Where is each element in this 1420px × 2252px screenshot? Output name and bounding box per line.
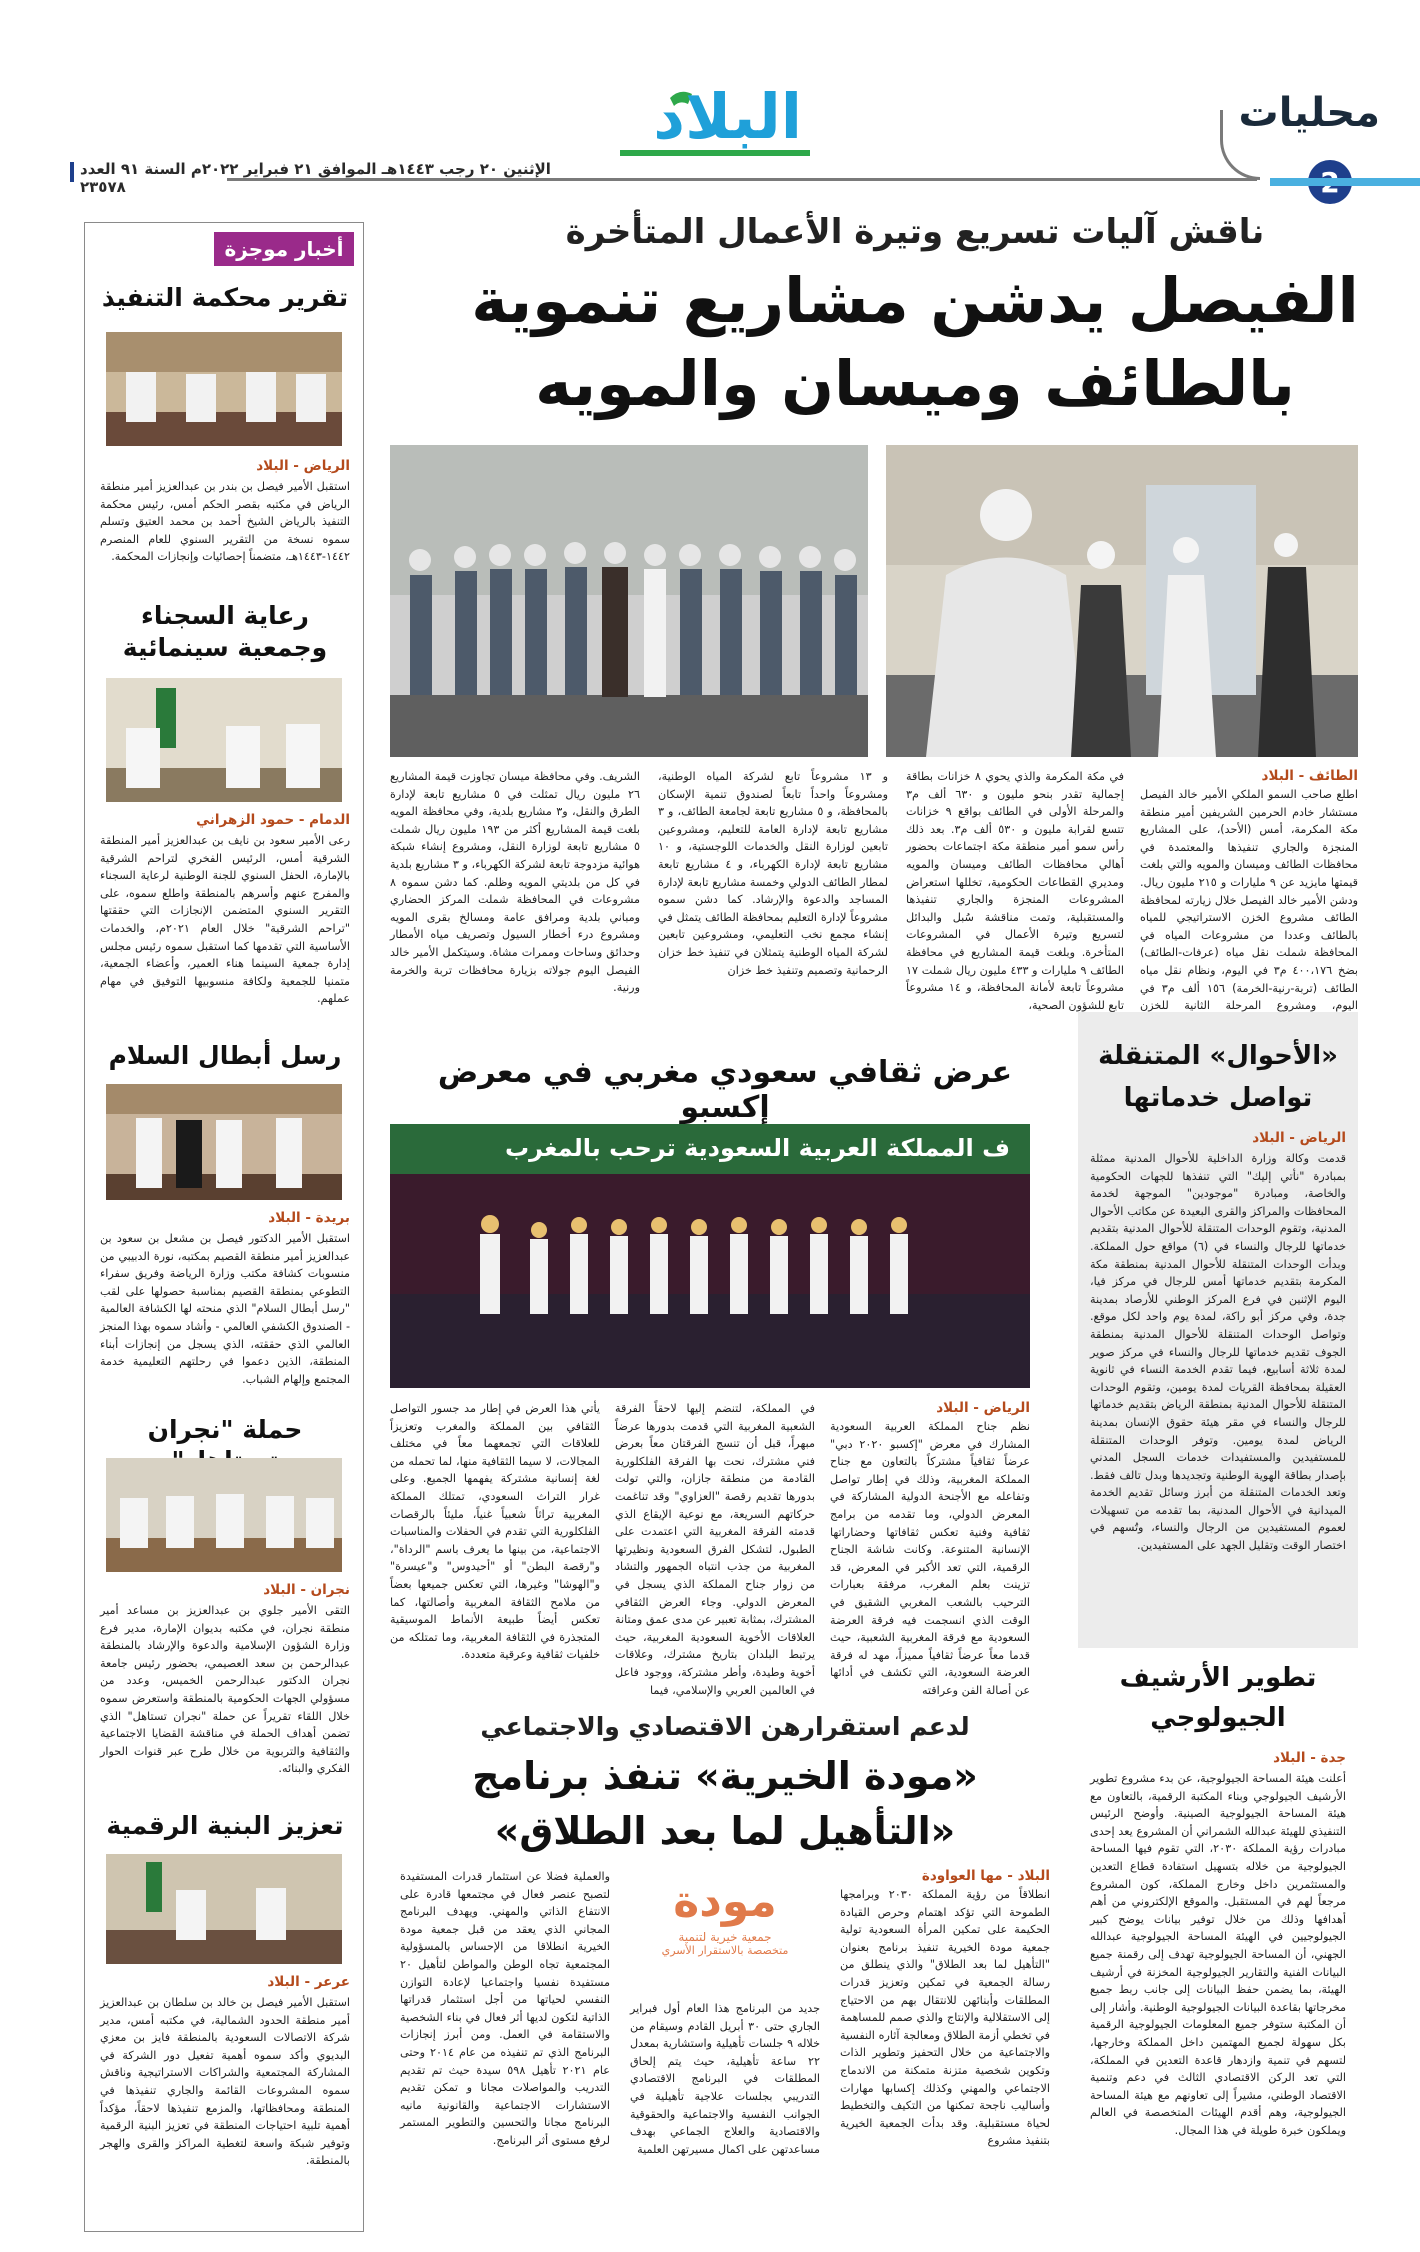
culture-headline: عرض ثقافي سعودي مغربي في معرض إكسبو (437, 1055, 1013, 1125)
section-title: محليات (1238, 90, 1380, 136)
brief-2-text: رعى الأمير سعود بن نايف بن عبدالعزيز أمير المنطقة الشرقية أمس، الرئيس الفخري لتراحم الشرقية بالإمارة، الحفل السنوي للجنة الوطنية لرعاية السجناء والمفرج عنهم وأسرهم بالمنطقة واطلع سموه، على التقرير السنوي المتضمن الإنجازات التي حققتها "تراحم الشرقية" خلال العام ٢٠٢١م، والخدمات الأساسية التي تقدمها كما استقبل سموه رئيس مجلس إدارة جمعية السينما هناء العمير، وأعضاء الجمعية، متمنيا للجمعية ولكافة منسوبيها التوفيق في مهام عملهم. (100, 834, 350, 1006)
mawadda-headline-line1: «مودة الخيرية» تنفذ برنامج (472, 1754, 978, 1798)
lead-column-4: الشريف. وفي محافظة ميسان تجاوزت قيمة المشاريع ٢٦ مليون ريال تمثلت في ٥ مشاريع تابعة لإدارة الطرق والنقل، و٣ مشاريع بلدية، وفي محافظة المويه بلغت قيمة المشاريع أكثر من ١٩٣ مليون ريال شملت ٥ مشاريع تابعة لوزارة النقل، ومشروع إنشاء شبكة هوائية مزدوجة تابعة لشركة الكهرباء، و ٣ مشاريع بلدية في كل من بلديتي المويه وظلم. كما دشن سموه ٨ مشروعات في المحافظة شملت المركز الحضاري ومباني بلدية ومرافق عامة ومسالخ بقرى المويه ومشروع درء أخطار السيول وتصريف مياه الأمطار وحدائق وساحات وممرات مشاة. وسيتكمل الأمير خالد الفيصل اليوم جولاته بزيارة محافظات تربة والخرمة ورنية. (390, 770, 640, 995)
briefs-tag: أخبار موجزة (214, 232, 354, 266)
lead-byline: الطائف - البلاد (1261, 768, 1358, 784)
brief-2-title-line1: رعاية السجناء (141, 601, 309, 630)
ahwal-text: قدمت وكالة وزارة الداخلية للأحوال المدنية ممثلة بمبادرة "نأتي إليك" التي تنفذها للجهات الحكومية والخاصة، ومبادرة "موجودين" الموجهة لخدمة المحافظات والمراكز والقرى البعيدة عن مكاتب الأحوال المدنية، وتقوم الوحدات المتنقلة للأحوال المدنية بتقديم خدماتها للرجال والنساء في (٦) مواقع حول المملكة. وبدأت الوحدات المتنقلة للأحوال المدنية بمنطقة مكة المكرمة بتقديم خدماتها أمس للرجال في مركز فيا، اليوم الإثنين في فرع المركز الوطني للأرصاد بمدينة جدة، وفي مركز أبو راكة، لمدة يوم واحد لكل موقع. وتواصل الوحدات المتنقلة للأحوال المدنية بمنطقة الجوف تقديم خدماتها للرجال والنساء في مركز صوير لمدة ثلاثة أسابيع، فيما تقدم الخدمة النساء في ثانوية العقيلة بمحافظة القريات لمدة يومين، وتقوم الوحدات المتنقلة للأحوال المدنية بمنطقة الرياض بتقديم خدماتها للرجال والنساء في مقر هيئة حقوق الإنسان بمدينة الرياض لمدة يومين. وتوفر الوحدات المتنقلة للمستفيدين والمستفيدات خدمات السجل المدني بإصدار بطاقة الهوية الوطنية وتجديدها وبدل تالف فقط. وتعد الخدمات المتنقلة من أبرز وسائل تقديم الخدمة الميدانية في الأحوال المدنية، بما تقدمه من تسهيلات لعموم المستفيدين من الرجال والنساء، وتُسهم في اختصار الوقت وتقليل الجهد على المستفيدين. (1090, 1152, 1346, 1553)
brief-1-title: تقرير محكمة التنفيذ (101, 283, 349, 312)
ahwal-headline-line1: «الأحوال» المتنقلة (1098, 1041, 1338, 1071)
brief-1-photo (106, 332, 342, 446)
brief-2-title-line2: وجمعية سينمائية (122, 633, 328, 662)
mawadda-logo-sub2: متخصصة بالاستقرار الأسري (661, 1944, 789, 1957)
brief-5-byline: عرعر - البلاد (267, 1974, 350, 1990)
culture-column-1: نظم جناح المملكة العربية السعودية المشارك في معرض "إكسبو ٢٠٢٠ دبي" عرضاً ثقافياً مشتركاً بالتعاون مع جناح المملكة المغربية، وذلك في إطار تواصل وتفاعله مع الأجنحة الدولية المشاركة في المعرض الدولي، وما تقدمه من برامج ثقافية وفنية تعكس ثقافاتها وحضاراتها الإنسانية المتنوعة. وكانت شاشة الجناح الرقمية، التي تعد الأكبر في المعرض، قد تزينت بعلم المغرب، مرفقة بعبارات الترحيب بالشعب المغربي الشقيق في الوقت الذي انسجمت فيه فرقة العرضة السعودية مع فرقة المغربية الشعبية، حيث قدما معاً عرضاً ثقافياً مميزاً، مهد له فرقة العرضة السعودية، التي تكشف في أدائها عن أصالة الفن وعراقته (830, 1420, 1031, 1697)
geo-text: أعلنت هيئة المساحة الجيولوجية، عن بدء مشروع تطوير الأرشيف الجيولوجي وبناء المكتبة الرقمية، بالتعاون مع هيئة المساحة الجيولوجية الصينية. وأوضح الرئيس التنفيذي للهيئة عبدالله الشمراني أن المشروع يعد إحدى مبادرات رؤية المملكة ٢٠٣٠، التي تقوم فيها المساحة الجيولوجية من خلاله بتسهيل استفادة قطاع التعدين والمستثمرين داخل وخارج المملكة، كون المشروع مرجعاً لهم في المستقبل. والموقع الإلكتروني من أهم أهدافها وذلك من خلال توفير بيانات يوضح كبير الجيولوجيين في الهيئة المساحة الجيولوجية عبدالله الجهني، أن المساحة الجيولوجية تهدف إلى رقمنة جميع البيانات الفنية والتقارير الجيولوجية المخزنة في أرشيف الهيئة، بما يضمن حفظ البيانات إلى جانب ربط جميع مخرجاتها بقاعدة البيانات الجيولوجية الوطنية. وأشار إلى أن المكتبة ستوفر جميع المعلومات الجيولوجية الرقمية بكل سهولة لجميع المهتمين داخل المملكة وخارجها، لتسهم في تنمية وازدهار قاعدة التعدين في المملكة، التي تعد الركن الاقتصادي الثالث في دعم وتنمية الاقتصاد الوطني، مشيراً إلى تعاونهم مع هيئة المساحة الجيولوجية، وهم أقدم الهيئات المتخصصة في العالم ويملكون خبرة طويلة في هذا المجال. (1090, 1772, 1346, 2137)
brief-1-byline: الرياض - البلاد (256, 458, 350, 474)
culture-column-3: يأتي هذا العرض في إطار مد جسور التواصل الثقافي بين المملكة والمغرب وتعزيزاً للعلاقات التي تجمعهما معاً في مختلف المجالات، لا سيما الثقافية منها، لما تحمله من لغة إنسانية مشتركة يفهمها الجميع. وعلى غرار التراث السعودي، تمتلك المملكة المغربية تراثاً شعبياً غنياً، مليئاً بالرقصات الفلكلورية التي تقدم في الحفلات والمناسبات الاجتماعية، من بينها ما يعرف باسم "الرداة"، و"رقصة البطن" أو "أحيدوس" و"عيسرة" و"الهوشا" وغيرها، التي تعكس جميعها بعضاً من ملامح الثقافة المغربية وأصالتها، كما تعكس أيضاً طبيعة الأنماط الموسيقية المتجذرة في الثقافة المغربية، وما تمتلكه من خلفيات ثقافية وعرقية متعددة. (390, 1402, 600, 1662)
mawadda-byline: البلاد - مها العواودة (921, 1868, 1050, 1884)
dateline: الإثنين ٢٠ رجب ١٤٤٣هـ الموافق ٢١ فبراير ٢٠٢٢م السنة ٩١ العدد ٢٣٥٧٨ (80, 160, 551, 196)
brief-3-byline: بريدة - البلاد (268, 1210, 350, 1226)
brief-5-text: استقبل الأمير فيصل بن خالد بن سلطان بن عبدالعزيز أمير منطقة الحدود الشمالية، في مكتبه أمس، مدير شركة الاتصالات السعودية بالمنطقة فايز بن معزي البديوي وأكد سموه أهمية تفعيل دور الشركة في المشاركة المجتمعية والشراكات الاستراتيجية وناقش سموه المشروعات القائمة والجاري تنفيذها في المنطقة ومحافظاتها، والمزمع تنفيذها لاحقاً، مؤكداً أهمية تلبية احتياجات المنطقة في تعزيز البنية الرقمية وتوفير شبكة واسعة لتغطية المراكز والقرى والهجر بالمنطقة. (100, 1996, 350, 2168)
culture-photo (390, 1124, 1030, 1388)
lead-kicker: ناقش آليات تسريع وتيرة الأعمال المتأخرة (565, 212, 1265, 252)
culture-photo-banner: ف المملكة العربية السعودية ترحب بالمغرب (505, 1134, 1010, 1162)
ahwal-byline: الرياض - البلاد (1252, 1130, 1346, 1146)
culture-column-2: في المملكة، لتنضم إليها لاحقاً الفرقة الشعبية المغربية التي قدمت بدورها عرضاً مبهراً، قبل أن تنسج الفرقتان معاً بعرض فني مشترك، نحت بها الفرقة الفلكلورية القادمة من منطقة جازان، والتي تولت بدورها تقديم رقصة "العزاوي" وقد تناغمت حركاتهم السريعة، مع نوعية الإيقاع الذي قدمته الفرقة المغربية التي اعتمدت على الطبول، لتشكل الفرق السعودية ونظيرتها المغربية من جذب انتباه الجمهور والتشاد من زوار جناح المملكة الذي يسجل في المعرض الدولي. وجاء العرض الثقافي المشترك، بمثابة تعبير عن مدى عمق ومتانة العلاقات الأخوية السعودية المغربية، حيث يرتبط البلدان بتاريخ مشترك، وعلاقات أخوية وطيدة، وأطر مشتركة، ووجود فاعل في العالمين العربي والإسلامي، فيما (615, 1402, 815, 1697)
mawadda-column-3: والعملية فضلا عن استثمار قدرات المستفيدة لتصبح عنصر فعال في مجتمعها قادرة على الانتفاع الذاتي والمهني. ويهدف البرنامج المجاني الذي يعقد من قبل جمعية مودة الخيرية انطلاقا من الإحساس بالمسؤولية المجتمعية تجاه الوطن والمواطن لتأهيل ٢٠ مستفيدة نفسيا واجتماعيا لإعادة التوازن النفسي لحياتها من أجل استثمار قدراتها الذاتية لتكون لديها أثر فعال في بناء الشخصية والاستقامة في العمل. ومن أبرز إنجازات البرنامج الذي تم تنفيذه من عام ٢٠١٤ وحتى عام ٢٠٢١ تأهيل ٥٩٨ سيدة حيث تم تقديم التدريب والمواصلات مجانا و تمكن تقديم الاستشارات الاجتماعية والقانونية مانيه البرنامج مجانا والتحسين والتطوير المستمر لرفع مستوى أثر البرنامج. (400, 1870, 610, 2147)
geo-headline-line2: الجيولوجي (1150, 1703, 1286, 1733)
newspaper-logo (610, 80, 820, 160)
lead-photo-group (390, 445, 868, 757)
mawadda-column-2: جديد من البرنامج هذا العام أول فبراير الجاري حتى ٣٠ أبريل القادم وسيقام من خلاله ٩ جلسات تأهيلية واستشارية بمعدل ٢٢ ساعة تأهيلية، حيث يتم إلحاق المطلقات في البرنامج الاقتصادي التدريبي بجلسات علاجية تأهيلية في الجوانب النفسية والاجتماعية والحقوقية والاقتصادية والعلاج الجماعي بهدف مساعدتهن على اكمال مسيرتهن العلمية (630, 2002, 820, 2156)
brief-4-photo (106, 1458, 342, 1572)
lead-photo-inspection (886, 445, 1358, 757)
mawadda-logo-name: مودة (673, 1876, 777, 1927)
brief-1-text: استقبل الأمير فيصل بن بندر بن عبدالعزيز أمير منطقة الرياض في مكتبه بقصر الحكم أمس، رئيس محكمة التنفيذ بالرياض الشيخ أحمد بن محمد العتيق وتسلم سموه نسخة من التقرير السنوي للعام المنصرم ١٤٤٢-١٤٤٣هـ، متضمناً إحصائيات وإنجازات المحكمة. (100, 480, 350, 564)
lead-column-3: و ١٣ مشروعاً تابع لشركة المياه الوطنية، ومشروعاً واحداً تابعاً لصندوق تنمية الإسكان بالمحافظة، و ٥ مشاريع تابعة لجامعة الطائف، و ٣ مشاريع تابعة لإدارة العامة للتعليم، ومشروعين تابعين لوزارة النقل والخدمات اللوجستية، و ١٠ مشاريع تابعة لإدارة الكهرباء، و ٤ مشاريع تابعة لمطار الطائف الدولي وخمسة مشاريع تابعة لإدارة المساجد والدعوة والإرشاد. كما دشن سموه مشروعاً لإدارة التعليم بمحافظة الطائف يتمثل في إنشاء مجمع نخب التعليمي، ومشروعين تابعين لشركة المياه الوطنية يتمثلان في تنفيذ خط خزان الرحمانية وتصميم وتنفيذ خط خزان (658, 770, 888, 977)
mawadda-column-1: انطلاقاً من رؤية المملكة ٢٠٣٠ وبرامجها الطموحة التي تؤكد اهتمام وحرص القيادة الحكيمة على تمكين المرأة السعودية تولية جمعية مودة الخيرية تنفيذ برنامج بعنوان "التأهيل لما بعد الطلاق" والذي ينطلق من رسالة الجمعية في تمكين وتعزيز قدرات المطلقات وأبنائهن للانتقال بهم من الاحتياج إلى الاستقلالية والإنتاج والذي صمم للمساهمة في تخطي أزمة الطلاق ومعالجة آثاره النفسية والاجتماعية من خلال التحفيز وتطوير الذات وتكوين شخصية متزنة متمكنة من الاندماج الاجتماعي والمهني وكذلك إكسابها مهارات وأساليب ناجحة تمكنها من التكيف والتخطيط لحياة مستقبلية. وقد بدأت الجمعية الخيرية بتنفيذ مشروع (840, 1888, 1050, 2148)
brief-5-photo (106, 1854, 342, 1964)
brief-5-title: تعزيز البنية الرقمية (106, 1811, 344, 1840)
page-accent-bar (1270, 178, 1420, 186)
lead-headline-line1: الفيصل يدشن مشاريع تنموية (471, 264, 1359, 337)
brief-2-byline: الدمام - حمود الزهراني (196, 812, 350, 828)
dateline-marker (70, 162, 74, 182)
brief-4-byline: نجران - البلاد (263, 1582, 350, 1598)
brief-3-photo (106, 1084, 342, 1200)
lead-headline-line2: بالطائف وميسان والمويه (535, 347, 1295, 420)
brief-4-title: حملة "نجران (147, 1415, 303, 1444)
culture-byline: الرياض - البلاد (936, 1400, 1030, 1416)
geo-byline: جدة - البلاد (1273, 1750, 1346, 1766)
brief-3-text: استقبل الأمير الدكتور فيصل بن مشعل بن سعود بن عبدالعزيز أمير منطقة القصيم بمكتبه، نورة الدبيبي من منسوبات كشافة مكتب وزارة الرياضة وفريق سفراء التطوعي بمنطقة القصيم بمناسبة حصولها على لقب "رسل أبطال السلام" الذي منحته لها الكشافة العالمية - الصندوق الكشفي العالمي - وأشاد سموه بهذا المنجز العالمي الذي حققته، الذي يسجل من إنجازات أبناء المنطقة، الذين دعموا في رحلتهم التعليمية خدمة المجتمع وإلهام الشباب. (100, 1232, 350, 1386)
ahwal-headline-line2: تواصل خدماتها (1123, 1083, 1313, 1113)
lead-column-1: اطلع صاحب السمو الملكي الأمير خالد الفيصل مستشار خادم الحرمين الشريفين أمير منطقة مكة المكرمة، أمس (الأحد)، على المشاريع المنجزة والجاري تنفيذها والمعتمدة في محافظات الطائف وميسان والمويه والتي بلغت قيمتها مايزيد عن ٩ مليارات و ٢١٥ مليون ريال. ودشن الأمير خالد الفيصل خلال زيارته لمحافظة الطائف مشروع الخزن الاستراتيجي للمياه بالطائف وعددا من مشروعات المياه في المحافظة شملت نقل مياه (عرفات-الطائف) بضخ ٤٠٠،١٧٦ م٣ في اليوم، ونظام نقل مياه الطائف (تربة-رنية-الخرمة) ١٥٦ ألف م٣ في اليوم، ومشروع المرحلة الثانية للخزن (1140, 788, 1359, 1013)
mawadda-logo-sub1: جمعية خيرية لتنمية (678, 1930, 772, 1944)
logo-wordmark: البلاد (653, 80, 802, 153)
brief-3-title: رسل أبطال السلام (108, 1041, 342, 1070)
header-curve (1220, 110, 1260, 180)
mawadda-kicker: لدعم استقرارهن الاقتصادي والاجتماعي (480, 1712, 970, 1741)
mawadda-logo (630, 1876, 820, 1990)
brief-4-text: التقى الأمير جلوي بن عبدالعزيز بن مساعد أمير منطقة نجران، في مكتبه بديوان الإمارة، مدير فرع وزارة الشؤون الإسلامية والدعوة والإرشاد بالمنطقة عبدالرحمن بن سعد العصيمي، بحضور رئيس جامعة نجران الدكتور عبدالرحمن الخميس، وعدد من مسؤولي الجهات الحكومية بالمنطقة واستعرض سموه خلال اللقاء تقريراً عن حملة "نجران تستاهل" الذي تضمن أهداف الحملة في مناقشة القضايا الاجتماعية والثقافية والتربوية من خلال طرح عبر قنوات الحوار الفكري والبنائه. (100, 1604, 350, 1776)
mawadda-headline-line2: «التأهيل لما بعد الطلاق» (494, 1809, 956, 1853)
brief-2-photo (106, 678, 342, 802)
lead-column-2: في مكة المكرمة والذي يحوي ٨ خزانات بطاقة إجمالية تقدر بنحو مليون و ٦٣٠ ألف م٣ والمرحلة الأولى في الطائف بواقع ٩ خزانات تتسع لقرابة مليون و ٥٣٠ ألف م٣. بعد ذلك رأس سمو أمير منطقة مكة اجتماعات بحضور أهالي محافظات الطائف وميسان والمويه ومديري القطاعات الحكومية، تخللها استعراض المشروعات المنجزة والجاري تنفيذها والمستقبلية، وتمت مناقشة سُبل والبدائل لتسريع وتيرة الأعمال في المشروعات المتأخرة. وبلغت قيمة المشاريع في محافظة الطائف ٩ مليارات و ٤٣٣ مليون ريال شملت ١٧ مشروعاً تابعة لأمانة المحافظة، و ١٤ مشروعاً تابع للشؤون الصحية، (906, 770, 1125, 1012)
geo-headline-line1: تطوير الأرشيف (1119, 1663, 1317, 1693)
